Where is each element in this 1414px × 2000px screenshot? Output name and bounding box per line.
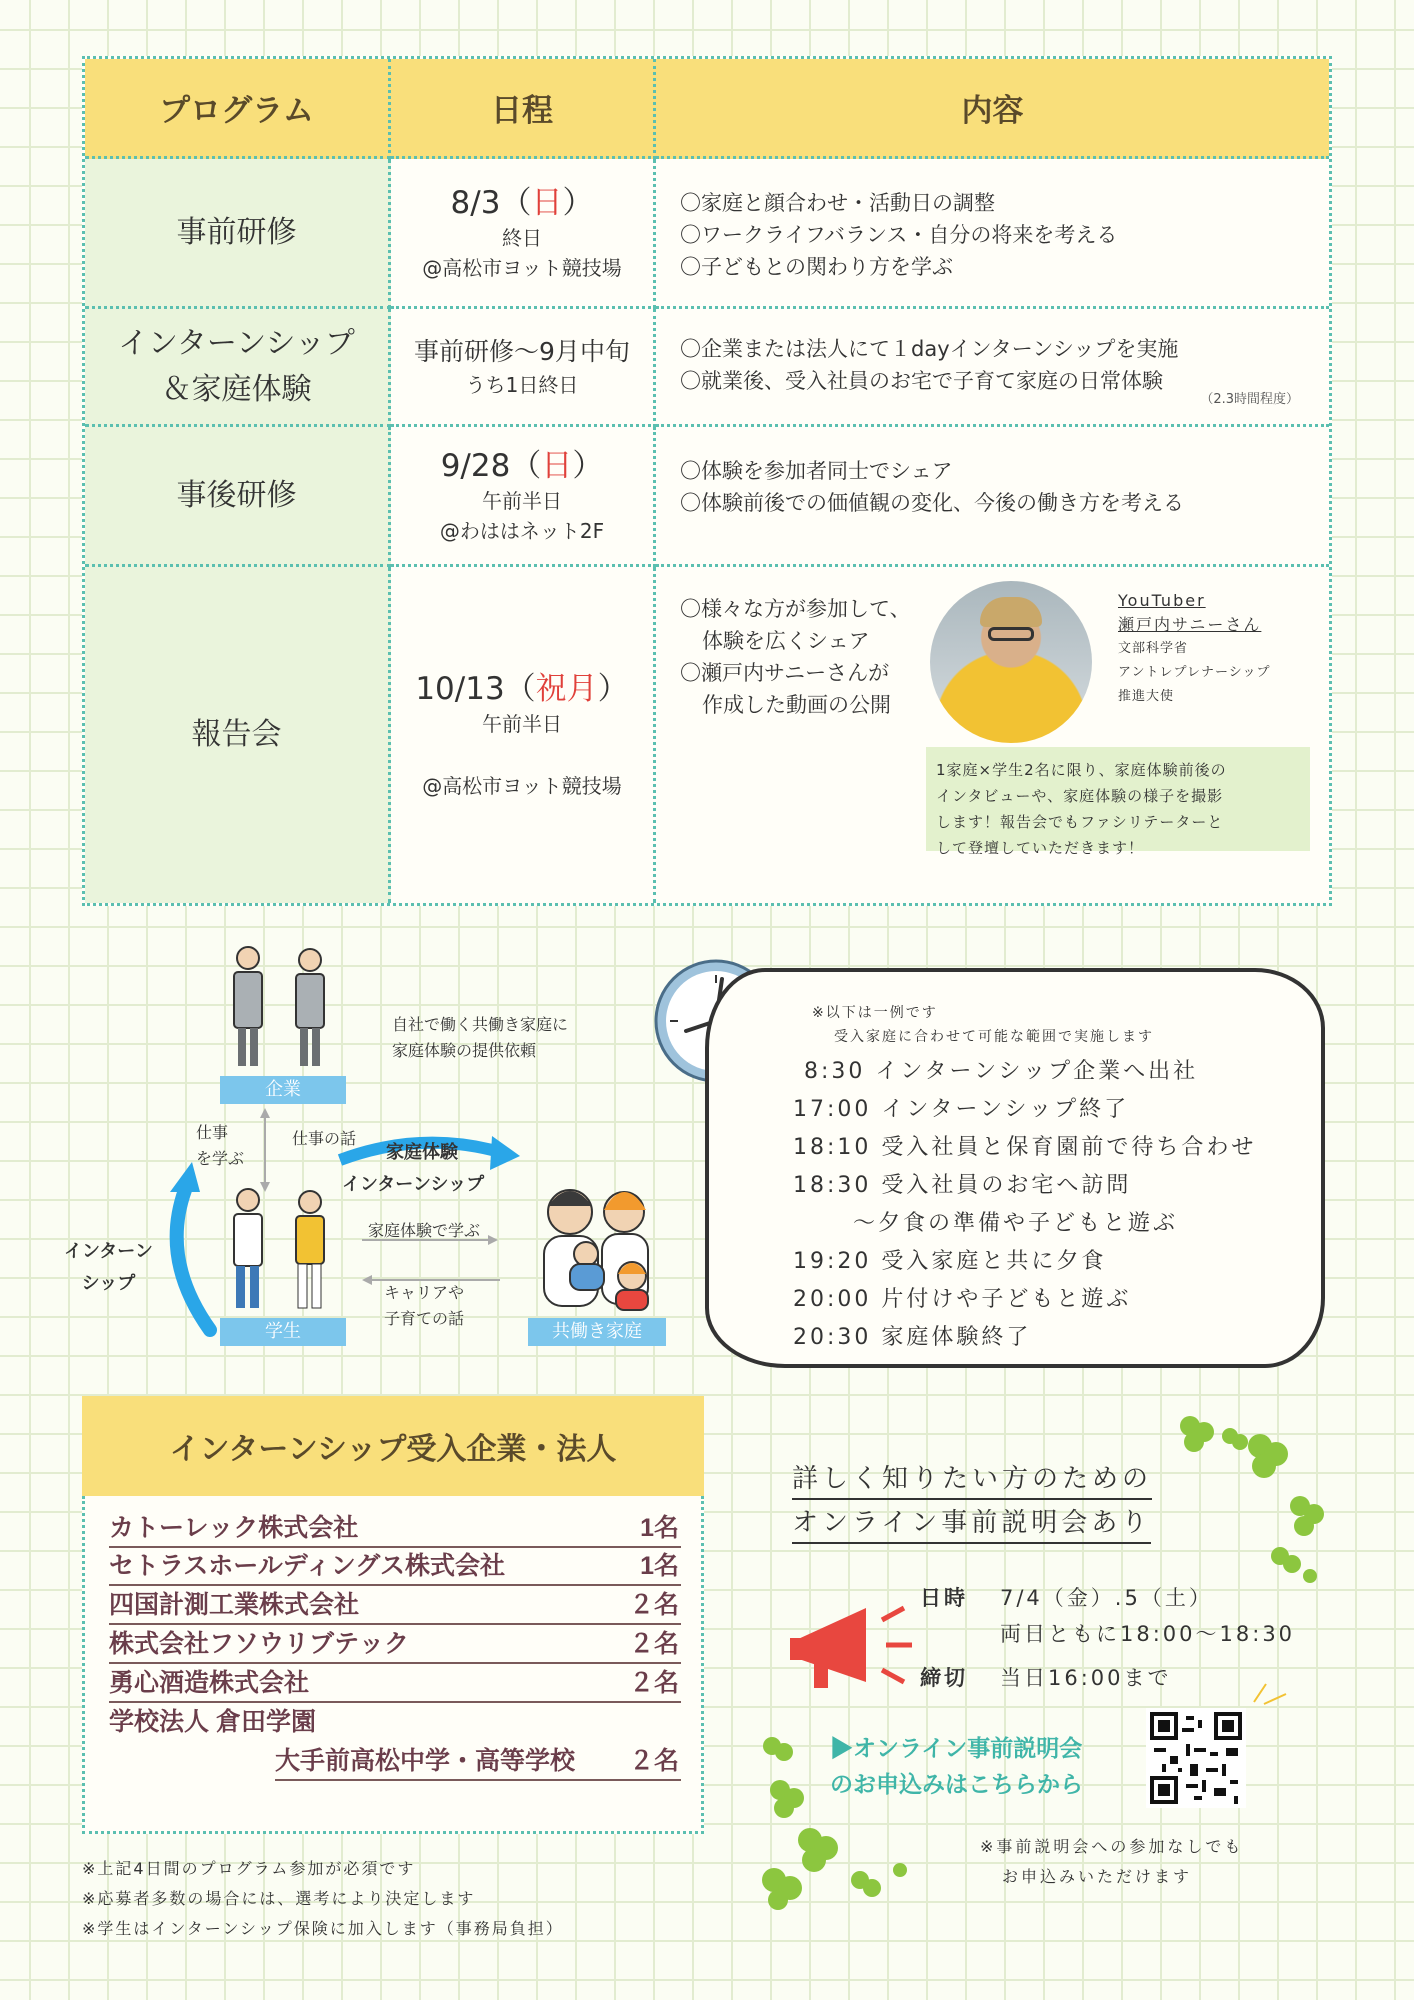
daily-schedule	[705, 968, 1325, 1368]
schedule-item: 20:30 家庭体験終了	[793, 1325, 1032, 1350]
youtuber-photo	[930, 581, 1092, 743]
arrow-label-home: 家庭体験	[386, 1142, 458, 1163]
family-label: 共働き家庭	[528, 1318, 666, 1346]
schedule-item: 18:10 受入社員と保育園前で待ち合わせ	[793, 1135, 1257, 1160]
note-line: して登壇していただきます！	[936, 839, 1145, 857]
content-item: 〇企業または法人にて１dayインターンシップを実施	[680, 337, 1179, 361]
date-label: 日時	[920, 1586, 968, 1610]
session-dates: 7/4（金）.5（土）	[1000, 1586, 1213, 1610]
note-line: します！報告会でもファシリテーターと	[936, 813, 1224, 831]
schedule-place: @わははネット2F	[439, 518, 605, 543]
internship-line: インターン	[64, 1241, 153, 1262]
schedule-time: 午前半日	[482, 488, 562, 513]
company-name: カトーレック株式会社	[109, 1514, 359, 1542]
content-post-training	[656, 427, 1329, 567]
schedule-date: 9/28（日）	[440, 447, 604, 484]
company-count: 1名	[640, 1514, 679, 1542]
schedule-item: ～夕食の準備や子どもと遊ぶ	[793, 1211, 1178, 1236]
company-name: 勇心酒造株式会社	[109, 1669, 310, 1697]
clover-decoration-icon	[1150, 1406, 1350, 1596]
work-talk-text: 仕事の話	[292, 1129, 357, 1148]
company-row	[109, 1585, 681, 1625]
program-internship	[85, 309, 391, 427]
student-people-icon	[234, 1189, 324, 1308]
youtuber-title: 推進大使	[1118, 689, 1175, 704]
report-bullets	[680, 593, 911, 721]
schedule-time: うち1日終日	[465, 372, 579, 397]
school-count: ２名	[628, 1747, 679, 1775]
schedule-period: 事前研修～9月中旬	[414, 336, 630, 366]
program-label: 事前研修	[176, 214, 297, 250]
program-label: ＆家庭体験	[161, 371, 312, 407]
schedule-internship	[391, 309, 656, 427]
program-post-training	[85, 427, 391, 567]
schedule-date: 10/13（祝月）	[415, 671, 629, 707]
companies-title: インターンシップ受入企業・法人	[82, 1396, 704, 1496]
company-name: 株式会社フソウリブテック	[109, 1630, 410, 1658]
company-label: 企業	[220, 1076, 346, 1104]
youtuber-name: 瀬戸内サニーさん	[1118, 615, 1262, 634]
companies-list	[82, 1496, 704, 1834]
content-item: 〇様々な方が参加して、	[680, 597, 911, 621]
schedule-place: @高松市ヨット競技場	[422, 255, 622, 280]
company-row	[109, 1508, 681, 1548]
schedule-note: ※以下は一例です	[812, 1005, 938, 1021]
schedule-place: @高松市ヨット競技場	[422, 774, 622, 798]
schedule-time: 午前半日	[482, 712, 562, 736]
content-item: 〇就業後、受入社員のお宅で子育て家庭の日常体験	[680, 369, 1163, 393]
deadline-label: 締切	[920, 1666, 968, 1690]
company-count: ２名	[628, 1669, 679, 1697]
header-content: 内容	[656, 59, 1329, 159]
online-title: オンライン事前説明会あり	[792, 1504, 1151, 1544]
internship-label	[64, 1236, 153, 1300]
learn-home-text: 家庭体験で学ぶ	[368, 1221, 481, 1240]
school-name: 学校法人 倉田学園	[109, 1708, 316, 1736]
student-label: 学生	[220, 1318, 346, 1346]
company-count: ２名	[628, 1591, 679, 1619]
content-report	[656, 567, 1329, 903]
company-row	[109, 1546, 681, 1586]
online-note: お申込みいただけます	[1002, 1867, 1193, 1886]
apply-link[interactable]: ▶オンライン事前説明会	[830, 1735, 1083, 1761]
learn-work-line: を学ぶ	[196, 1149, 245, 1168]
program-pre-training	[85, 159, 391, 309]
youtuber-title: アントレプレナーシップ	[1118, 665, 1271, 680]
session-time: 両日ともに18:00～18:30	[1000, 1622, 1296, 1646]
online-note: ※事前説明会への参加なしでも	[980, 1837, 1244, 1856]
schedule-item: 20:00 片付けや子どもと遊ぶ	[793, 1287, 1132, 1312]
youtuber-title: 文部科学省	[1118, 641, 1189, 656]
company-count: ２名	[628, 1630, 679, 1658]
content-item: 〇子どもとの関わり方を学ぶ	[680, 255, 953, 279]
career-line: 子育ての話	[384, 1309, 465, 1328]
footnote: ※応募者多数の場合には、選考により決定します	[82, 1889, 476, 1908]
program-label: 事後研修	[176, 477, 297, 513]
schedule-item: 19:20 受入家庭と共に夕食	[793, 1249, 1107, 1274]
note-line: 1家庭×学生2名に限り、家庭体験前後の	[936, 761, 1227, 779]
sparkle-icon	[1250, 1676, 1290, 1706]
arrow-right-icon	[490, 1136, 520, 1170]
content-item: 体験を広くシェア	[702, 629, 870, 653]
note-line: インタビューや、家庭体験の様子を撮影	[936, 787, 1224, 805]
megaphone-icon	[786, 1590, 926, 1700]
company-count: 1名	[640, 1552, 679, 1580]
filming-note	[926, 747, 1310, 857]
content-item: 〇家庭と顔合わせ・活動日の調整	[680, 191, 995, 215]
company-row	[109, 1663, 681, 1703]
footnote: ※学生はインターンシップ保険に加入します（事務局負担）	[82, 1919, 564, 1938]
schedule-report	[391, 567, 656, 903]
youtuber-label: YouTuber	[1118, 591, 1206, 610]
program-label: インターンシップ	[118, 325, 355, 361]
school-row	[275, 1741, 681, 1781]
company-name: 四国計測工業株式会社	[109, 1591, 360, 1619]
content-note: （2.3時間程度）	[1200, 392, 1299, 407]
content-item: 〇瀬戸内サニーさんが	[680, 661, 890, 685]
youtuber-info	[1118, 589, 1270, 709]
content-item: 〇ワークライフバランス・自分の将来を考える	[680, 223, 1118, 247]
school-name: 大手前高松中学・高等学校	[275, 1747, 576, 1775]
content-item: 〇体験を参加者同士でシェア	[680, 459, 953, 483]
deadline-value: 当日16:00まで	[1000, 1666, 1172, 1690]
request-line: 家庭体験の提供依頼	[392, 1041, 537, 1060]
content-internship	[656, 309, 1329, 427]
schedule-post-training	[391, 427, 656, 567]
program-report	[85, 567, 391, 903]
schedule-item: 18:30 受入社員のお宅へ訪問	[793, 1173, 1132, 1198]
header-program: プログラム	[85, 59, 391, 159]
internship-line: シップ	[81, 1273, 136, 1294]
company-name: セトラスホールディングス株式会社	[109, 1552, 506, 1580]
schedule-item: 17:00 インターンシップ終了	[793, 1097, 1130, 1122]
learn-work-line: 仕事	[196, 1123, 229, 1142]
company-people-icon	[234, 947, 324, 1066]
company-row	[109, 1624, 681, 1664]
content-item: 〇体験前後での価値観の変化、今後の働き方を考える	[680, 491, 1184, 515]
schedule-date: 8/3（日）	[450, 184, 594, 221]
content-item: 作成した動画の公開	[702, 693, 891, 717]
program-table	[82, 56, 1332, 906]
schedule-pre-training	[391, 159, 656, 309]
apply-link[interactable]: のお申込みはこちらから	[830, 1771, 1083, 1797]
online-title: 詳しく知りたい方のための	[792, 1460, 1152, 1500]
arrow-label-intern: インターンシップ	[342, 1174, 485, 1195]
content-pre-training	[656, 159, 1329, 309]
family-icon	[544, 1190, 648, 1310]
school-row	[109, 1702, 681, 1740]
schedule-time: 終日	[502, 225, 542, 250]
footnote: ※上記4日間のプログラム参加が必須です	[82, 1859, 416, 1878]
schedule-note: 受入家庭に合わせて可能な範囲で実施します	[834, 1029, 1154, 1045]
career-text	[384, 1280, 464, 1332]
schedule-item: 8:30 インターンシップ企業へ出社	[804, 1059, 1199, 1084]
program-label: 報告会	[191, 717, 282, 752]
qr-code-icon[interactable]	[1146, 1708, 1246, 1808]
request-line: 自社で働く共働き家庭に	[392, 1015, 569, 1034]
header-schedule: 日程	[391, 59, 656, 159]
request-text	[392, 1012, 568, 1064]
learn-work-text	[196, 1120, 244, 1172]
career-line: キャリアや	[384, 1283, 465, 1302]
